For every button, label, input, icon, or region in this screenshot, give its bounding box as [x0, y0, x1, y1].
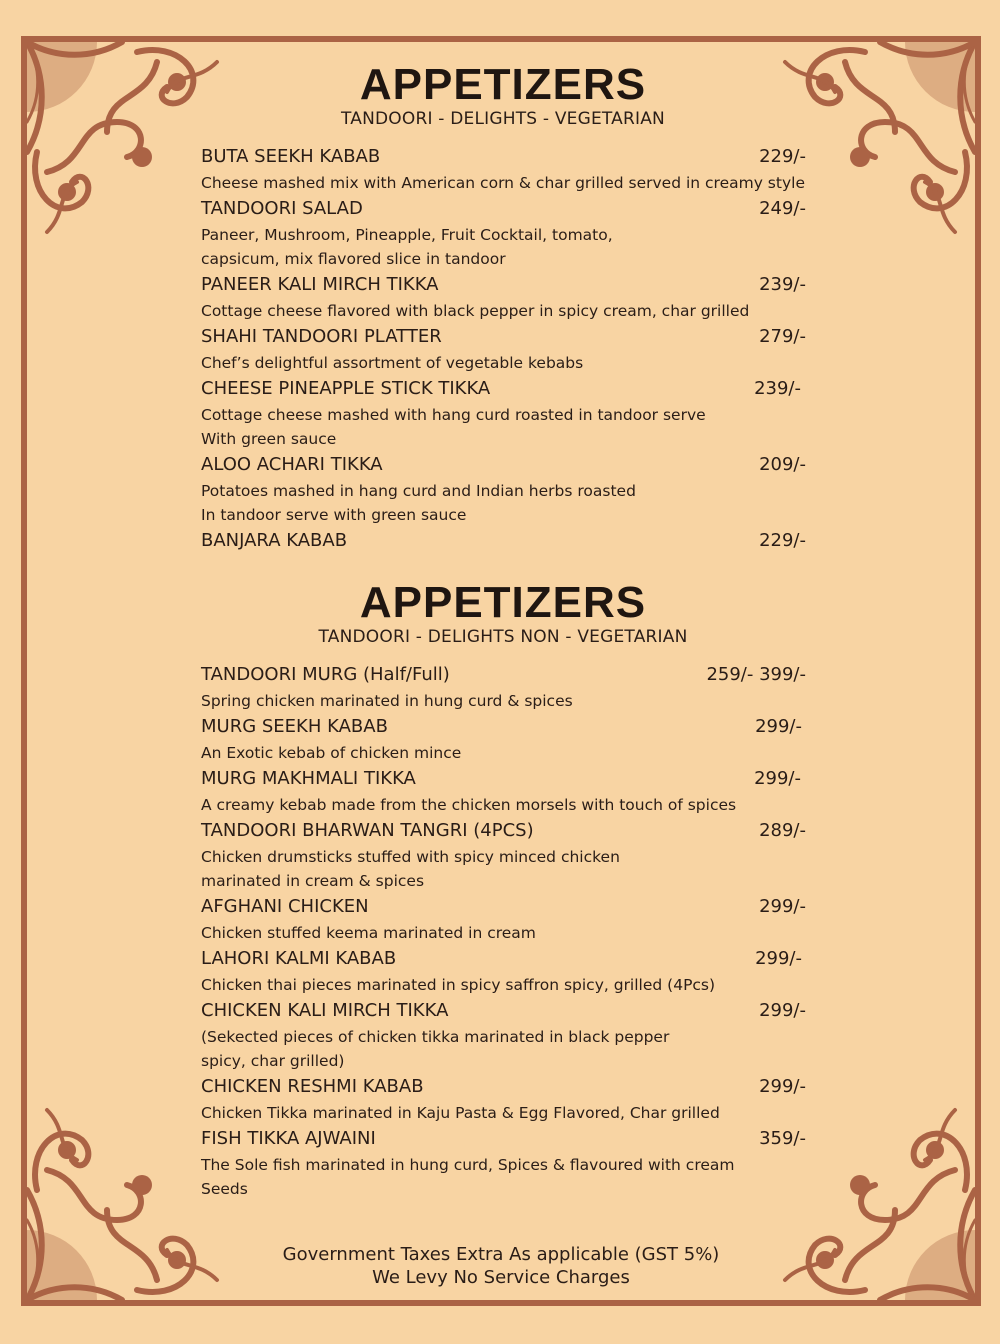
menu-item-description: A creamy kebab made from the chicken morsels with touch of spices [201, 796, 737, 814]
menu-item-price: 249/- [759, 198, 806, 219]
menu-item-price: 299/- [759, 896, 806, 917]
menu-item-name: CHICKEN KALI MIRCH TIKKA [201, 1000, 449, 1021]
menu-item-description: Cottage cheese flavored with black pepper in spicy cream, char grilled [201, 302, 750, 320]
menu-item-name: CHEESE PINEAPPLE STICK TIKKA [201, 378, 491, 399]
menu-item-price: 209/- [759, 454, 806, 475]
menu-item-price: 279/- [759, 326, 806, 347]
menu-item-name: SHAHI TANDOORI PLATTER [201, 326, 442, 347]
footer-tax-note: Government Taxes Extra As applicable (GST 5%) [282, 1244, 720, 1265]
menu-item-price: 239/- [759, 274, 806, 295]
menu-item-description: Cottage cheese mashed with hang curd roasted in tandoor serve [201, 406, 706, 424]
menu-item-price: 289/- [759, 820, 806, 841]
menu-item-description: Spring chicken marinated in hung curd & spices [201, 692, 573, 710]
menu-item-name: LAHORI KALMI KABAB [201, 948, 397, 969]
footer-service-note: We Levy No Service Charges [372, 1267, 630, 1288]
menu-item-description: spicy, char grilled) [201, 1052, 345, 1070]
menu-item-description: Paneer, Mushroom, Pineapple, Fruit Cocktail, tomato, [201, 226, 613, 244]
menu-item-name: FISH TIKKA AJWAINI [201, 1128, 376, 1149]
menu-item-name: BUTA SEEKH KABAB [201, 146, 381, 167]
menu-item-price: 359/- [759, 1128, 806, 1149]
menu-item-description: Cheese mashed mix with American corn & char grilled served in creamy style [201, 174, 805, 192]
menu-item-description: Potatoes mashed in hang curd and Indian herbs roasted [201, 482, 636, 500]
menu-item-price: 259/- 399/- [706, 664, 806, 685]
menu-item-name: BANJARA KABAB [201, 530, 348, 551]
menu-item-price: 239/- [754, 378, 801, 399]
menu-item-description: Chicken thai pieces marinated in spicy saffron spicy, grilled (4Pcs) [201, 976, 716, 994]
menu-item-price: 299/- [755, 716, 802, 737]
menu-item-name: PANEER KALI MIRCH TIKKA [201, 274, 439, 295]
menu-item-description: (Sekected pieces of chicken tikka marinated in black pepper [201, 1028, 670, 1046]
section-subtitle-veg: TANDOORI - DELIGHTS - VEGETARIAN [341, 109, 665, 129]
menu-item-description: The Sole fish marinated in hung curd, Spices & flavoured with cream [201, 1156, 735, 1174]
section-title-veg: APPETIZERS [359, 60, 647, 109]
menu-item-description: Seeds [201, 1180, 248, 1198]
menu-item-description: marinated in cream & spices [201, 872, 425, 890]
section-subtitle-nonveg: TANDOORI - DELIGHTS NON - VEGETARIAN [318, 627, 688, 647]
menu-item-price: 299/- [754, 768, 801, 789]
menu-item-name: AFGHANI CHICKEN [201, 896, 369, 917]
menu-item-price: 299/- [759, 1076, 806, 1097]
section-title-nonveg: APPETIZERS [359, 578, 647, 627]
menu-item-description: Chicken Tikka marinated in Kaju Pasta & Egg Flavored, Char grilled [201, 1104, 720, 1122]
menu-item-price: 299/- [755, 948, 802, 969]
menu-item-name: MURG MAKHMALI TIKKA [201, 768, 416, 789]
menu-item-name: MURG SEEKH KABAB [201, 716, 388, 737]
menu-item-description: With green sauce [201, 430, 337, 448]
menu-item-description: In tandoor serve with green sauce [201, 506, 467, 524]
menu-item-price: 299/- [759, 1000, 806, 1021]
menu-item-price: 229/- [759, 146, 806, 167]
menu-item-name: CHICKEN RESHMI KABAB [201, 1076, 424, 1097]
menu-item-name: ALOO ACHARI TIKKA [201, 454, 383, 475]
menu-item-description: An Exotic kebab of chicken mince [201, 744, 462, 762]
menu-item-name: TANDOORI BHARWAN TANGRI (4PCS) [201, 820, 534, 841]
menu-item-description: Chicken stuffed keema marinated in cream [201, 924, 536, 942]
menu-item-name: TANDOORI MURG (Half/Full) [201, 664, 450, 685]
menu-item-description: Chef’s delightful assortment of vegetable kebabs [201, 354, 584, 372]
menu-item-name: TANDOORI SALAD [201, 198, 363, 219]
menu-item-price: 229/- [759, 530, 806, 551]
menu-item-description: capsicum, mix flavored slice in tandoor [201, 250, 506, 268]
menu-item-description: Chicken drumsticks stuffed with spicy minced chicken [201, 848, 620, 866]
